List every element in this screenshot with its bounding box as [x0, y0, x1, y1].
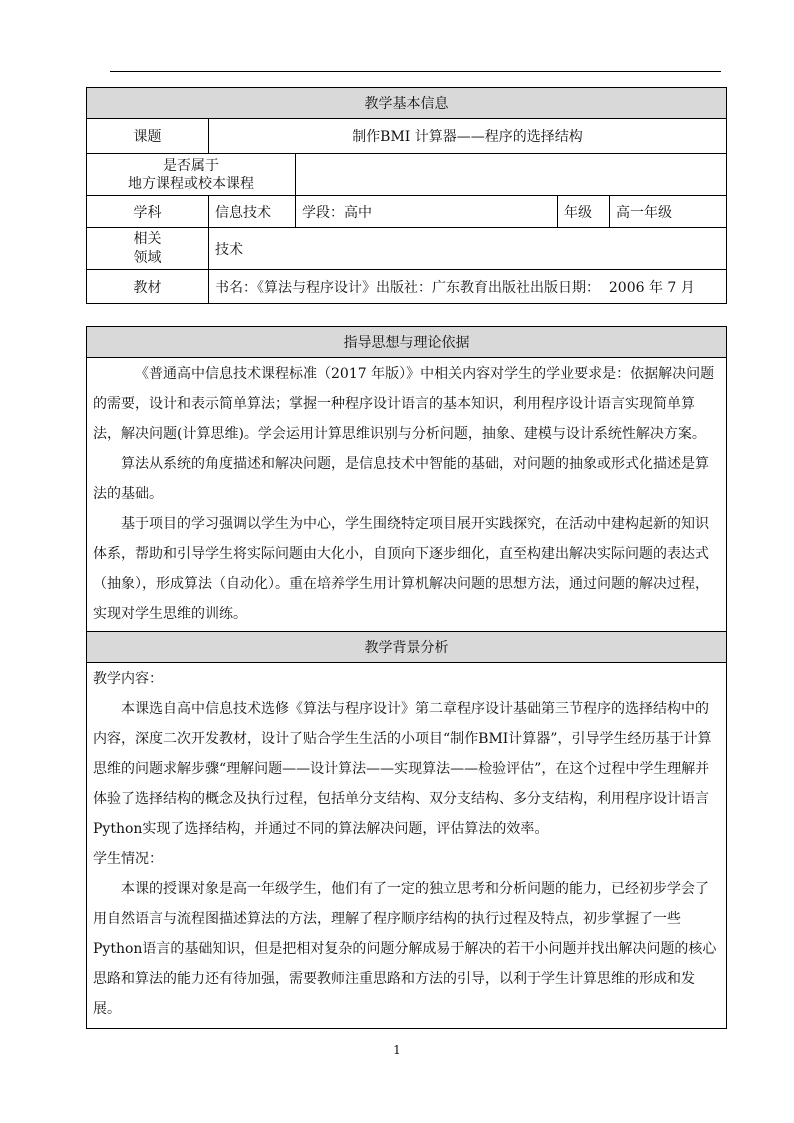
content-paragraph: 本课选自高中信息技术选修《算法与程序设计》第二章程序设计基础第三节程序的选择结构中的内容，深度二次开发教材，设计了贴合学生生活的小项目“制作BMI计算器”，引导学生经历基于计算思维的问题求解步骤“理解问题——设计算法——实现算法——检验评估”，在这个过程中学生理解并体验了选择结构的概念及执行过程，包括单分支结构、双分支结构、多分支结构，利用程序设计语言Python实现了选择结构，并通过不同的算法解决问题，评估算法的效率。 [93, 701, 712, 837]
field-label [87, 228, 209, 270]
guide-paragraph: 算法从系统的角度描述和解决问题，是信息技术中智能的基础，对问题的抽象或形式化描述是算法的基础。 [93, 456, 709, 502]
guide-paragraph: 基于项目的学习强调以学生为中心，学生围绕特定项目展开实践探究，在活动中建构起新的知识体系，帮助和引导学生将实际问题由大化小，自顶向下逐步细化，直至构建出解决实际问题的表达式（抽象），形成算法（自动化）。重在培养学生用计算机解决问题的思想方法，通过问题的解决过程，实现对学生思维的训练。 [93, 516, 709, 622]
textbook-value: 书名：《算法与程序设计》出版社：广东教育出版社出版日期： 2006 年 7 月 [209, 270, 727, 304]
student-paragraph: 本课的授课对象是高一年级学生，他们有了一定的独立思考和分析问题的能力，已经初步学会了用自然语言与流程图描述算法的方法，理解了程序顺序结构的执行过程及特点，初步掌握了一些Python语言的基础知识，但是把相对复杂的问题分解成易于解决的若干小问题并找出解决问题的核心思路和算法的能力还有待加强，需要教师注重思路和方法的引导，以利于学生计算思维的形成和发展。 [93, 881, 717, 1017]
field-value: 技术 [209, 228, 727, 270]
local-course-label-line1: 是否属于 [163, 157, 219, 174]
subject-label: 学科 [87, 196, 209, 228]
field-label-line1: 相关 [133, 230, 162, 247]
basic-info-table [86, 87, 727, 304]
analysis-table [86, 326, 727, 1029]
local-course-label [87, 154, 296, 196]
content-label: 教学内容： [93, 671, 163, 687]
student-label: 学生情况： [93, 851, 163, 867]
grade-label: 年级 [558, 196, 610, 228]
header-rule [110, 71, 721, 72]
grade-value: 高一年级 [610, 196, 727, 228]
stage-value: 学段：高中 [296, 196, 558, 228]
textbook-label: 教材 [87, 270, 209, 304]
guide-paragraph: 《普通高中信息技术课程标准（2017 年版）》中相关内容对学生的学业要求是：依据解决问题的需要，设计和表示简单算法；掌握一种程序设计语言的基本知识，利用程序设计语言实现简单算法，解决问题(计算思维)。学会运用计算思维识别与分析问题，抽象、建模与设计系统性解决方案。 [93, 366, 715, 442]
guide-header: 指导思想与理论依据 [87, 327, 727, 358]
local-course-label-line2: 地方课程或校本课程 [128, 175, 254, 192]
local-course-value [296, 154, 727, 196]
topic-value: 制作BMI 计算器——程序的选择结构 [209, 119, 727, 154]
background-header: 教学背景分析 [87, 632, 727, 663]
page-number: 1 [393, 1043, 401, 1057]
guide-body [87, 358, 727, 632]
basic-info-header: 教学基本信息 [87, 88, 727, 119]
field-label-line2: 领域 [133, 249, 162, 266]
subject-value: 信息技术 [209, 196, 296, 228]
topic-label: 课题 [87, 119, 209, 154]
background-body [87, 663, 727, 1029]
